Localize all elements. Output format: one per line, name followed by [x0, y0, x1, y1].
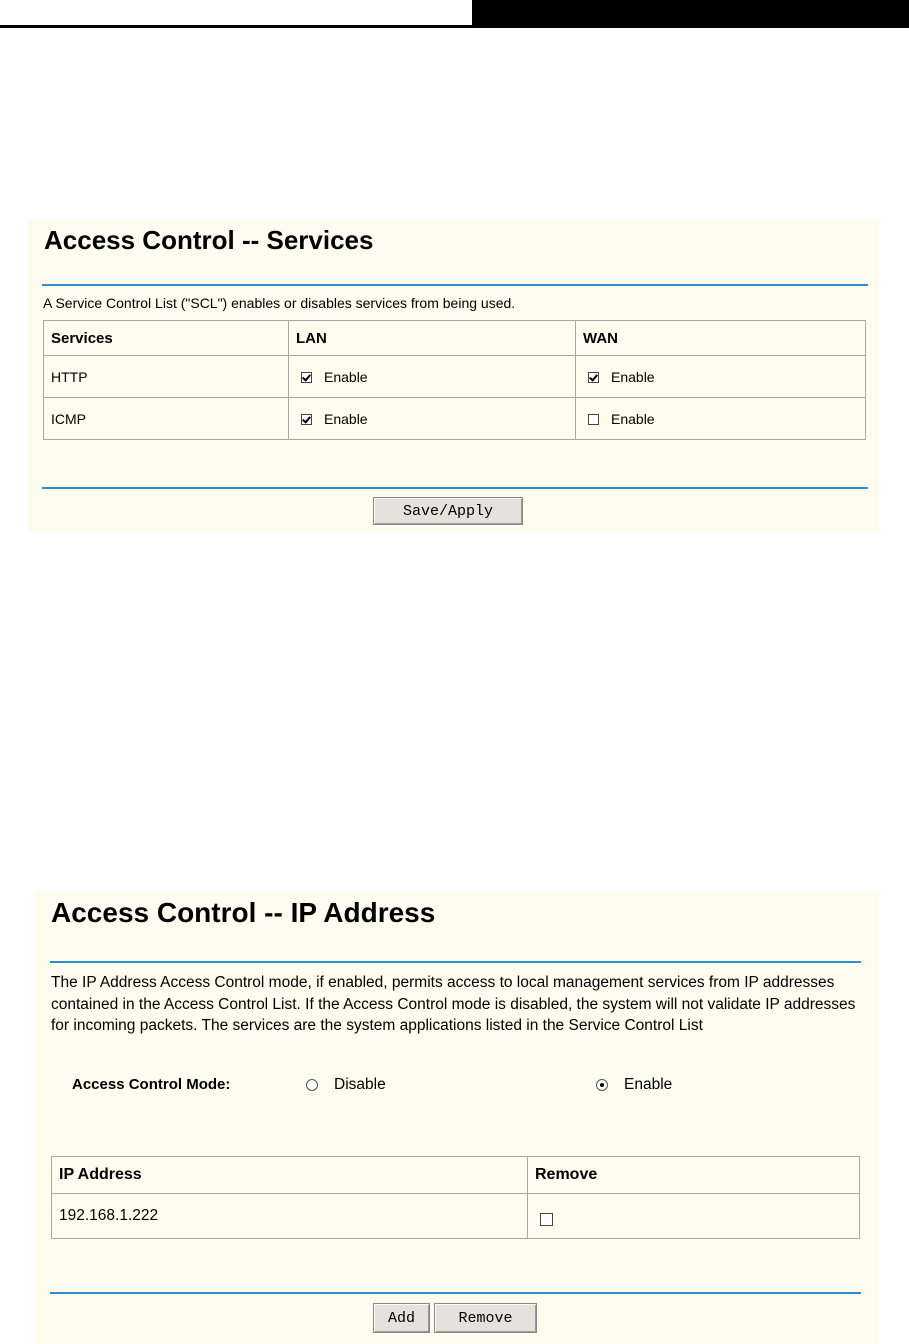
services-table — [43, 320, 866, 440]
disable-radio[interactable] — [306, 1079, 318, 1091]
service-name-icmp: ICMP — [44, 398, 289, 440]
table-row — [44, 356, 866, 398]
access-control-mode-label: Access Control Mode: — [72, 1076, 231, 1093]
table-header-row — [52, 1157, 860, 1194]
ip-address-title: Access Control -- IP Address — [51, 897, 436, 928]
services-top-rule — [42, 284, 868, 286]
add-button[interactable]: Add — [373, 1303, 430, 1333]
disable-radio-label: Disable — [334, 1076, 386, 1093]
ip-top-rule — [50, 961, 861, 963]
ip-address-panel — [35, 891, 879, 1344]
enable-radio[interactable] — [596, 1079, 608, 1091]
http-lan-label: Enable — [324, 368, 368, 385]
services-description: A Service Control List ("SCL") enables or disables services from being used. — [43, 295, 516, 311]
remove-button[interactable]: Remove — [434, 1303, 537, 1333]
icmp-lan-checkbox[interactable] — [301, 414, 312, 425]
icmp-wan-label: Enable — [611, 410, 655, 427]
column-header-services: Services — [44, 321, 289, 356]
icmp-lan-cell — [289, 398, 576, 440]
http-wan-cell — [576, 356, 866, 398]
ip-address-value: 192.168.1.222 — [52, 1194, 528, 1239]
http-lan-cell — [289, 356, 576, 398]
services-bottom-rule — [42, 487, 868, 489]
services-title: Access Control -- Services — [44, 225, 374, 255]
service-name-http: HTTP — [44, 356, 289, 398]
table-row — [44, 398, 866, 440]
mode-option-enable[interactable] — [596, 1076, 672, 1094]
remove-cell — [528, 1194, 860, 1239]
http-wan-checkbox[interactable] — [588, 372, 599, 383]
remove-checkbox[interactable] — [540, 1213, 553, 1226]
table-header-row — [44, 321, 866, 356]
header-rule — [0, 25, 909, 28]
http-wan-label: Enable — [611, 368, 655, 385]
column-header-ip-address: IP Address — [52, 1157, 528, 1194]
ip-description: The IP Address Access Control mode, if enabled, permits access to local management services from IP addresses contained in the Access Control List. If the Access Control mode is disabled, the system will not validate IP addresses for incoming packets. The services are the system applications listed in the Service Control List — [51, 974, 856, 1034]
http-lan-checkbox[interactable] — [301, 372, 312, 383]
ip-bottom-rule — [50, 1292, 861, 1294]
save-apply-button[interactable]: Save/Apply — [373, 497, 523, 525]
ip-address-table — [51, 1156, 860, 1239]
mode-option-disable[interactable] — [306, 1076, 386, 1094]
icmp-wan-checkbox[interactable] — [588, 414, 599, 425]
icmp-lan-label: Enable — [324, 410, 368, 427]
table-row — [52, 1194, 860, 1239]
icmp-wan-cell — [576, 398, 866, 440]
column-header-remove: Remove — [528, 1157, 860, 1194]
services-panel — [28, 219, 879, 532]
enable-radio-label: Enable — [624, 1076, 673, 1093]
header-bar — [472, 0, 909, 25]
column-header-wan: WAN — [576, 321, 866, 356]
column-header-lan: LAN — [289, 321, 576, 356]
